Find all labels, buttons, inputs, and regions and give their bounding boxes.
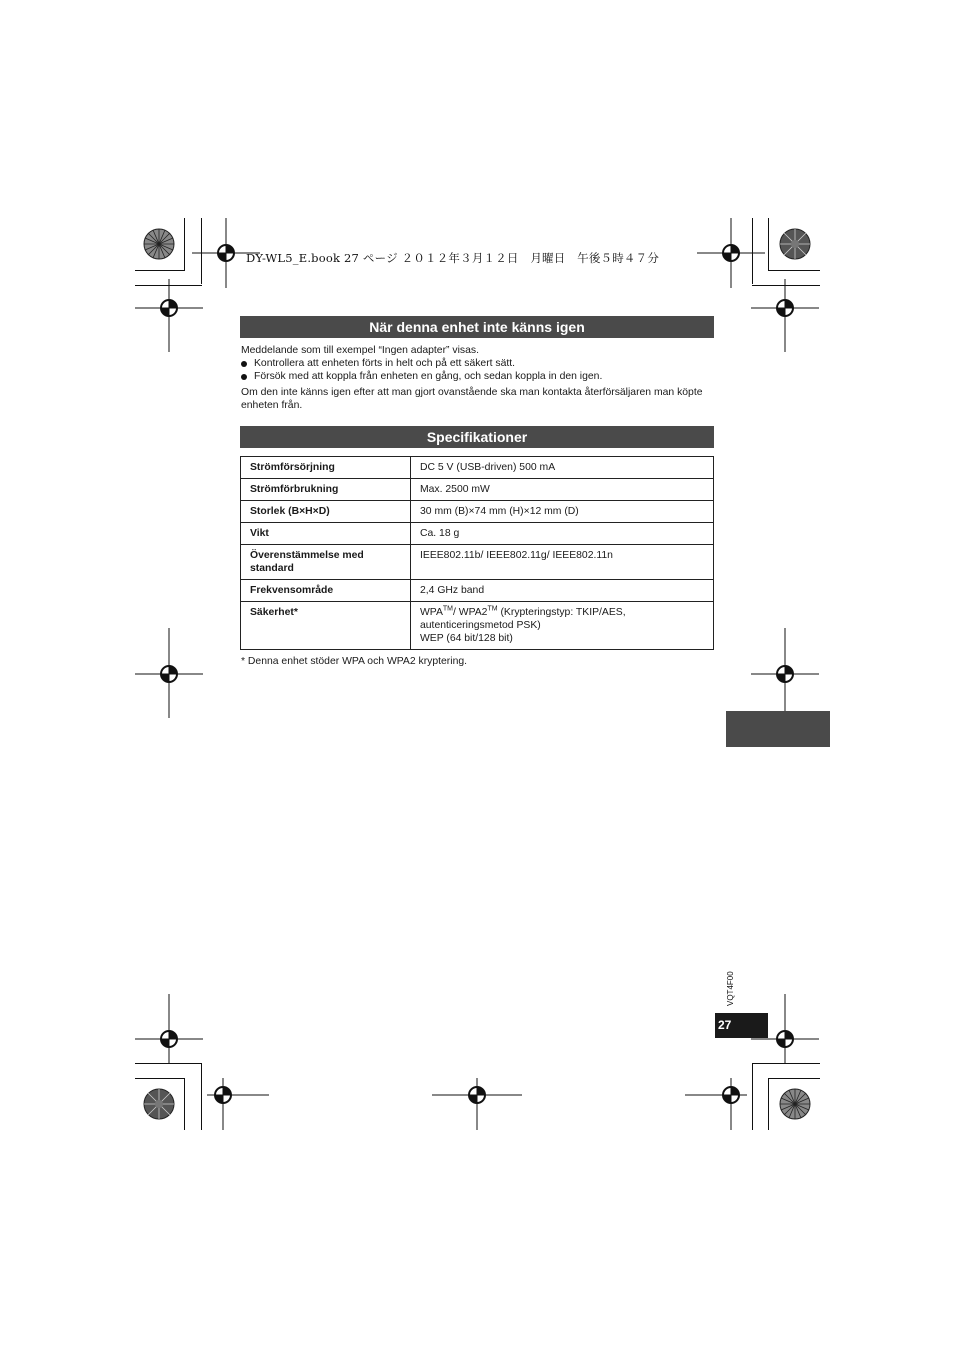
star-target bbox=[143, 228, 175, 265]
star-target bbox=[779, 228, 811, 265]
star-target bbox=[143, 1088, 175, 1125]
table-row: Frekvensområde 2,4 GHz band bbox=[241, 580, 714, 602]
bullet-icon bbox=[241, 374, 247, 380]
message-text: Meddelande som till exempel “Ingen adapter” visas. bbox=[241, 345, 479, 356]
star-target bbox=[779, 1088, 811, 1125]
bullet-item: Försök med att koppla från enheten en gång, och sedan koppla in den igen. bbox=[241, 370, 711, 383]
registration-mark bbox=[751, 628, 819, 718]
table-row: Överenstämmelse med standard IEEE802.11b/ IEEE802.11g/ IEEE802.11n bbox=[241, 545, 714, 580]
registration-mark bbox=[135, 279, 203, 352]
registration-mark bbox=[432, 1078, 522, 1130]
table-row: Vikt Ca. 18 g bbox=[241, 523, 714, 545]
section-title-specifications: Specifikationer bbox=[240, 426, 714, 448]
specifications-table bbox=[240, 456, 714, 650]
advice-text: Om den inte känns igen efter att man gjort ovanstående ska man kontakta återförsäljaren man köpte enheten från. bbox=[241, 387, 703, 411]
registration-mark bbox=[135, 628, 203, 718]
table-row: Strömförbrukning Max. 2500 mW bbox=[241, 479, 714, 501]
table-row: Säkerhet* WPA™/ WPA2™ (Krypteringstyp: TKIP/AES, autenticeringsmetod PSK) WEP (64 bit/128 bit) bbox=[241, 602, 714, 650]
table-row: Storlek (B×H×D) 30 mm (B)×74 mm (H)×12 mm (D) bbox=[241, 501, 714, 523]
page-number: 27 bbox=[715, 1013, 768, 1038]
doc-code: VQT4F00 bbox=[726, 971, 735, 1006]
bullet-item: Kontrollera att enheten förts in helt och på ett säkert sätt. bbox=[241, 357, 711, 370]
bullet-icon bbox=[241, 361, 247, 367]
registration-mark bbox=[751, 279, 819, 352]
table-row: Strömförsörjning DC 5 V (USB-driven) 500 mA bbox=[241, 457, 714, 479]
registration-mark bbox=[207, 1078, 269, 1130]
registration-mark bbox=[685, 1078, 747, 1130]
section-title-not-recognized: När denna enhet inte känns igen bbox=[240, 316, 714, 338]
troubleshooting-text bbox=[241, 344, 711, 412]
registration-mark bbox=[135, 994, 203, 1064]
side-tab bbox=[726, 711, 830, 747]
print-info: DY-WL5_E.book 27 ページ ２０１２年３月１２日 月曜日 午後５時４７分 bbox=[246, 251, 660, 265]
footnote: * Denna enhet stöder WPA och WPA2 kryptering. bbox=[241, 656, 468, 667]
